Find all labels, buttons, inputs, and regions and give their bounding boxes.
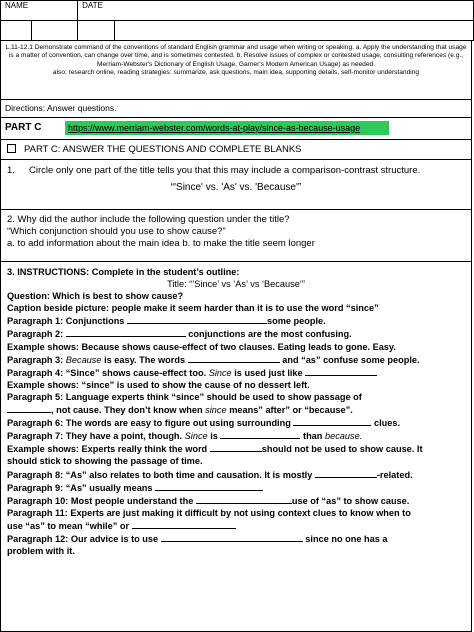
question-3 xyxy=(0,262,472,632)
p11-text: use “as” to mean “while” or xyxy=(7,520,130,531)
paragraph-3 xyxy=(7,353,465,366)
paragraph-5-cont xyxy=(7,403,465,416)
p5-blank[interactable] xyxy=(7,403,51,413)
p3-italic: Because xyxy=(65,354,102,365)
paragraph-12-cont: problem with it. xyxy=(7,546,75,557)
example-3-cont: should stick to showing the passage of time. xyxy=(7,456,203,467)
p12-text-end: since no one has a xyxy=(305,533,388,544)
p6-text-end: clues. xyxy=(373,418,401,429)
name-date-header xyxy=(0,0,474,41)
paragraph-7 xyxy=(7,429,465,442)
q3-question: Question: Which is best to show cause? xyxy=(7,291,184,302)
p5-text-end: means” after” or “because”. xyxy=(229,405,353,416)
ex3-text-end: should not be used to show cause. It xyxy=(261,444,423,455)
p2-text: Paragraph 2: xyxy=(7,329,64,340)
paragraph-1 xyxy=(7,314,465,327)
paragraph-6 xyxy=(7,416,465,429)
checkbox-icon[interactable] xyxy=(7,144,16,153)
paragraph-2 xyxy=(7,327,465,340)
p2-blank[interactable] xyxy=(66,327,186,337)
question-2 xyxy=(0,210,472,262)
q3-instructions: 3. INSTRUCTIONS: Complete in the student’s outline: xyxy=(7,267,240,277)
p10-text: Paragraph 10: Most people understand the xyxy=(7,495,194,506)
p9-blank[interactable] xyxy=(155,481,263,491)
p11-blank[interactable] xyxy=(132,519,236,529)
paragraph-10 xyxy=(7,494,465,507)
section-title-row xyxy=(0,140,472,160)
q1-title-quote[interactable]: “'Since' vs. 'As' vs. 'Because'” xyxy=(170,182,302,193)
p5-italic: since xyxy=(205,405,227,416)
question-1 xyxy=(0,160,472,210)
p7-text-mid: is xyxy=(210,431,218,442)
p3-text-end: and “as” confuse some people. xyxy=(282,354,420,365)
p8-text: Paragraph 8: “As” also relates to both time and causation. It is mostly xyxy=(7,469,313,480)
article-link[interactable]: https://www.merriam-webster.com/words-at-play/since-as-because-usage xyxy=(65,121,389,135)
p7-italic-end: because. xyxy=(324,431,363,442)
part-c-row xyxy=(0,118,472,140)
q2-options[interactable]: a. to add information about the main idea b. to make the title seem longer xyxy=(7,238,315,249)
p1-text-end: some people. xyxy=(266,316,326,327)
p8-blank[interactable] xyxy=(315,468,377,478)
p8-text-end: -related. xyxy=(376,469,413,480)
section-title: PART C: ANSWER THE QUESTIONS AND COMPLETE BLANKS xyxy=(24,144,302,155)
p6-blank[interactable] xyxy=(293,416,371,426)
p5-text: , not cause. They don’t know when xyxy=(51,405,203,416)
ex3-blank[interactable] xyxy=(210,442,262,452)
p3-blank[interactable] xyxy=(188,353,280,363)
p12-text: Paragraph 12: Our advice is to use xyxy=(7,533,159,544)
p4-blank[interactable] xyxy=(305,366,377,376)
example-2: Example shows: “since” is used to show the cause of no dessert left. xyxy=(7,379,310,390)
name-label: NAME xyxy=(1,1,78,21)
q2-line1: 2. Why did the author include the following question under the title? xyxy=(7,214,290,225)
p1-text: Paragraph 1: Conjunctions xyxy=(7,316,125,327)
p10-blank[interactable] xyxy=(196,494,292,504)
p9-text: Paragraph 9: “As” usually means xyxy=(7,482,153,493)
paragraph-4 xyxy=(7,366,465,379)
name-cell-left xyxy=(1,21,32,41)
p10-text-end: use of “as” to show cause. xyxy=(291,495,410,506)
p7-italic: Since xyxy=(184,431,208,442)
example-1: Example shows: Because shows cause-effect of two clauses. Eating leads to gone. Easy. xyxy=(7,341,396,352)
part-c-label: PART C xyxy=(5,122,42,133)
p3-text-mid: is easy. The words xyxy=(104,354,186,365)
p2-text-end: conjunctions are the most confusing. xyxy=(188,329,352,340)
q3-title: Title: “’Since’ vs ‘As’ vs ‘Because’” xyxy=(167,279,305,290)
p6-text: Paragraph 6: The words are easy to figure out using surrounding xyxy=(7,418,291,429)
name-field[interactable] xyxy=(32,21,78,41)
date-label: DATE xyxy=(78,1,474,21)
date-cell-left xyxy=(78,21,115,41)
q3-caption: Caption beside picture: people make it seem harder than it is to use the word “since” xyxy=(7,303,379,314)
p7-text: Paragraph 7: They have a point, though. xyxy=(7,431,183,442)
paragraph-8 xyxy=(7,468,465,481)
p1-blank[interactable] xyxy=(127,314,267,324)
example-3 xyxy=(7,442,465,455)
p4-italic: Since xyxy=(208,367,232,378)
q1-text: Circle only one part of the title tells you that this may include a comparison-contrast structure. xyxy=(29,165,421,176)
standards-box xyxy=(0,40,472,100)
p7-text-than: than xyxy=(303,431,323,442)
paragraph-12 xyxy=(7,532,465,545)
paragraph-11: Paragraph 11: Experts are just making it difficult by not using context clues to know when to xyxy=(7,507,411,518)
date-field[interactable] xyxy=(115,21,474,41)
q2-line2: “Which conjunction should you use to show cause?” xyxy=(7,226,226,237)
ex3-text: Example shows: Experts really think the word xyxy=(7,444,208,455)
p7-blank[interactable] xyxy=(220,429,300,439)
p4-text: Paragraph 4: “Since” shows cause-effect too. xyxy=(7,367,207,378)
directions: Directions: Answer questions. xyxy=(0,100,472,118)
p4-text-mid: is used just like xyxy=(234,367,303,378)
paragraph-5: Paragraph 5: Language experts think “since” should be used to show passage of xyxy=(7,391,362,402)
p12-blank[interactable] xyxy=(161,532,303,542)
q1-number: 1. xyxy=(7,165,15,176)
paragraph-9 xyxy=(7,481,465,494)
p3-text: Paragraph 3: xyxy=(7,354,64,365)
standards-text: L.11-12.1 Demonstrate command of the conventions of standard English grammar and usage when writing or speaking. a. Apply the understanding that usage is a matter of convention, can change over time, and is sometimes contested. b. Resolve issues of complex or contested usage, consulting references (e.g., Merriam-Webster's Dictionary of English Usage, Garner's Modern American Usage) as needed. xyxy=(5,44,467,68)
standards-also: also: research online, reading strategies: summarize, ask questions, main idea, supporting details, self-monitor understanding xyxy=(52,69,420,77)
paragraph-11-cont xyxy=(7,519,465,532)
